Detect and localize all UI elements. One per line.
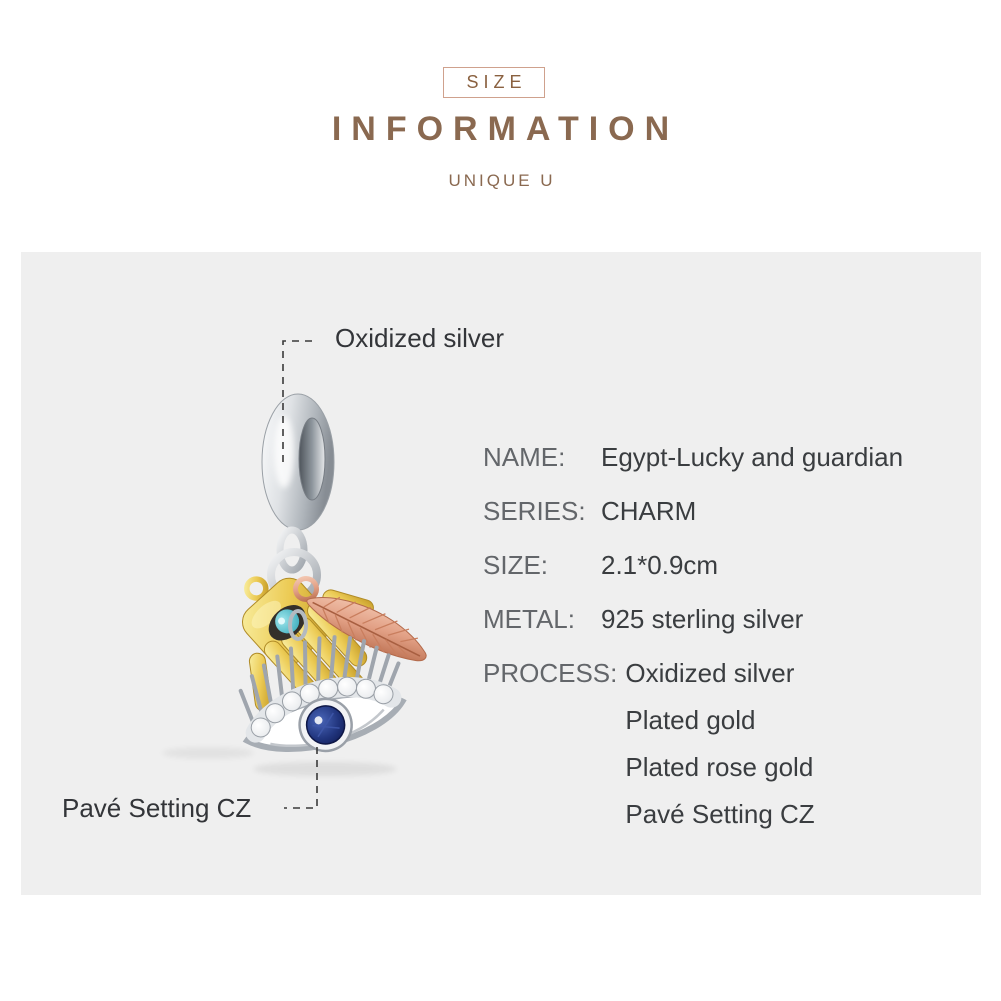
spec-label: NAME:	[483, 442, 566, 472]
spec-row-metal	[483, 606, 903, 633]
spec-label: PROCESS:	[483, 658, 618, 688]
spec-value: Plated gold	[625, 705, 756, 735]
spec-value: CHARM	[601, 496, 697, 526]
spec-value: Oxidized silver	[625, 658, 795, 688]
spec-value: 925 sterling silver	[601, 604, 804, 634]
spec-label: SIZE:	[483, 550, 549, 580]
page-title: INFORMATION	[331, 110, 680, 148]
spec-label: SERIES:	[483, 496, 586, 526]
brand-subtitle: UNIQUE U	[448, 171, 556, 190]
spec-value: Pavé Setting CZ	[625, 799, 815, 829]
spec-value: 2.1*0.9cm	[601, 550, 719, 580]
annotation-oxidized-silver: Oxidized silver	[335, 323, 505, 353]
size-badge-text: SIZE	[466, 72, 527, 92]
annotation-pave-setting-cz: Pavé Setting CZ	[62, 793, 252, 823]
size-badge	[443, 67, 545, 98]
spec-row-process	[483, 660, 903, 828]
spec-row-name	[483, 444, 903, 471]
spec-process-values	[625, 660, 814, 828]
spec-label: METAL:	[483, 604, 575, 634]
spec-value: Plated rose gold	[625, 752, 814, 782]
spec-row-series	[483, 498, 903, 525]
spec-row-size	[483, 552, 903, 579]
spec-list	[483, 444, 903, 855]
spec-value: Egypt-Lucky and guardian	[601, 442, 904, 472]
